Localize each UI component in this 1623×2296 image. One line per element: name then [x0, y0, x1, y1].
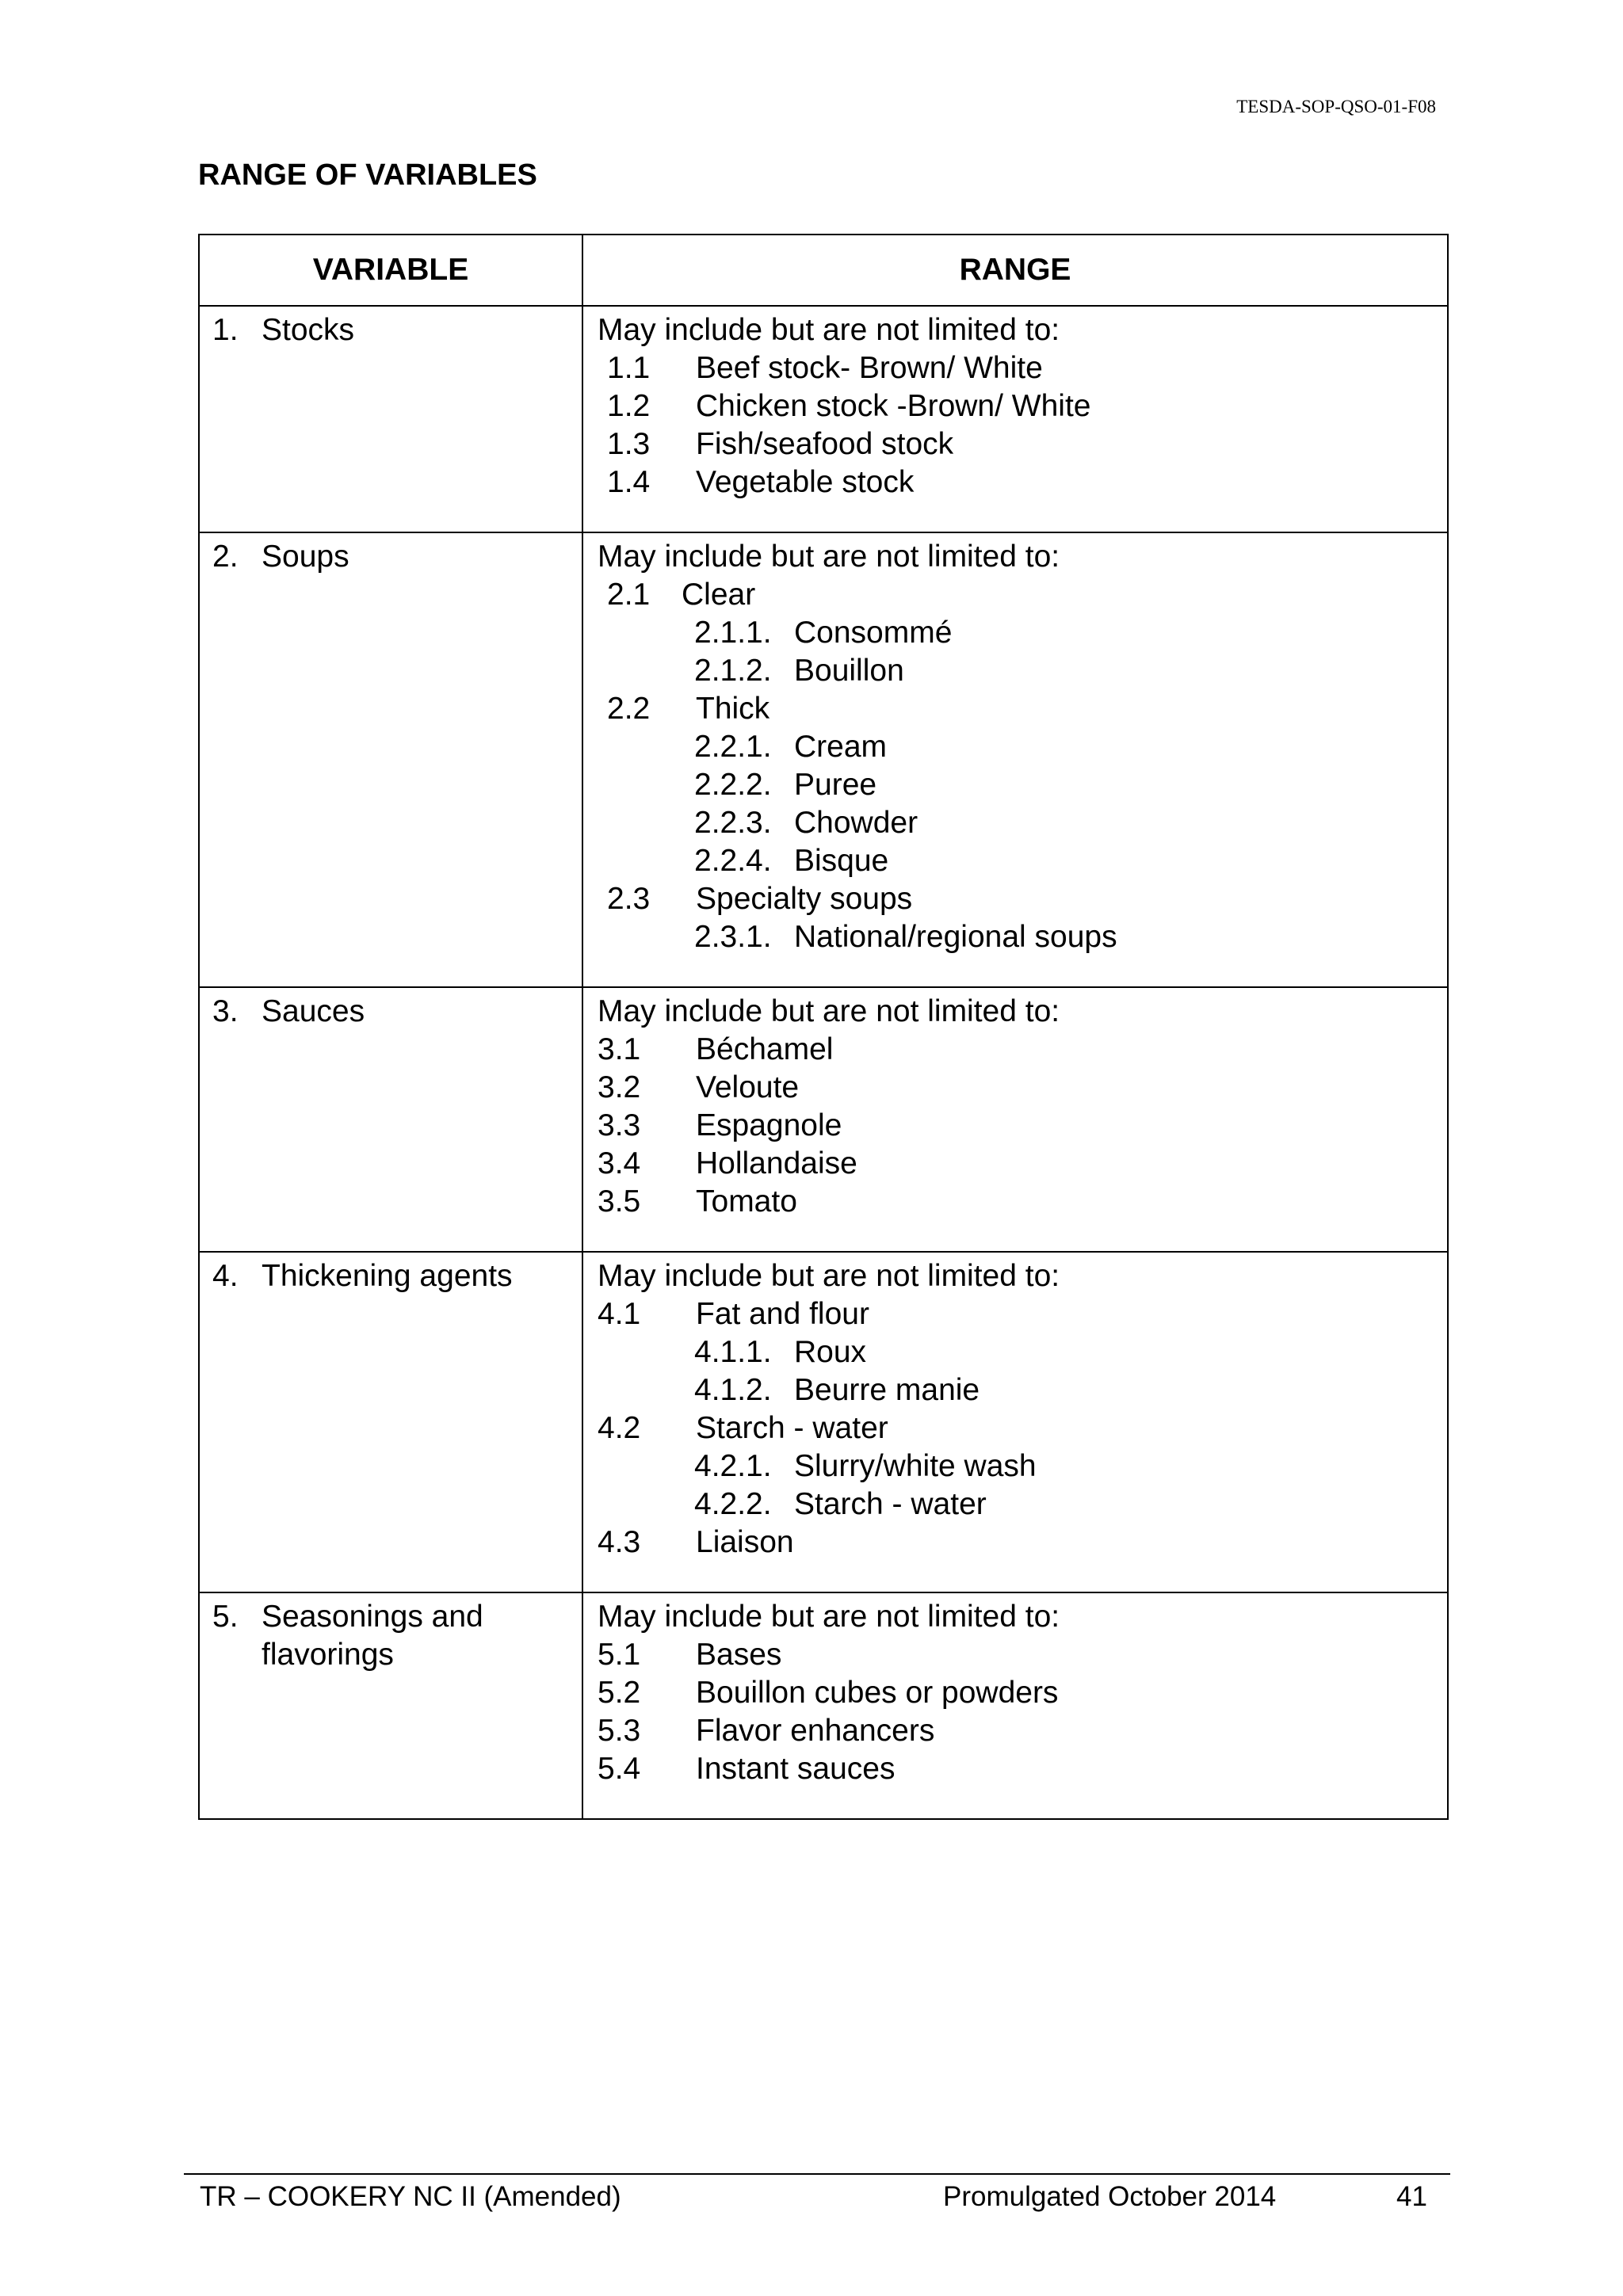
- range-item: [598, 425, 1447, 463]
- range-item-text: Vegetable stock: [696, 465, 915, 499]
- range-item-text: Bases: [696, 1638, 782, 1672]
- range-item-text: Clear: [682, 578, 756, 612]
- range-cell: [582, 987, 1448, 1252]
- range-item-text: Hollandaise: [696, 1146, 857, 1180]
- range-item-number: 4.2.1.: [694, 1449, 772, 1483]
- footer-page-number: 41: [1396, 2181, 1427, 2212]
- variable-name-line: flavorings: [262, 1638, 394, 1672]
- range-item-text: Bisque: [794, 844, 889, 878]
- range-item: [598, 1145, 1447, 1183]
- range-item-number: 4.1: [598, 1297, 641, 1331]
- range-cell: [582, 1592, 1448, 1819]
- range-intro: [598, 1598, 1447, 1636]
- range-item: [598, 804, 1447, 842]
- range-item: [598, 766, 1447, 804]
- range-item-text: Fat and flour: [696, 1297, 869, 1331]
- range-item-number: 4.1.2.: [694, 1373, 772, 1407]
- variable-number: 3.: [212, 994, 239, 1028]
- range-item: [598, 463, 1447, 502]
- range-item-number: 4.2: [598, 1411, 641, 1445]
- range-item: [598, 1486, 1447, 1524]
- range-list: [583, 988, 1447, 1251]
- variable-number: 4.: [212, 1259, 239, 1293]
- range-intro-text: May include but are not limited to:: [598, 1259, 1060, 1293]
- range-item-text: Roux: [794, 1335, 867, 1369]
- range-cell: [582, 532, 1448, 987]
- document-id: TESDA-SOP-QSO-01-F08: [1236, 97, 1436, 116]
- range-intro: [598, 311, 1447, 349]
- variable-item: [200, 988, 582, 1031]
- variable-name-line: Thickening agents: [262, 1259, 513, 1293]
- range-item-text: Espagnole: [696, 1108, 842, 1142]
- variable-item: [200, 1593, 582, 1674]
- column-header-range: RANGE: [582, 235, 1448, 306]
- range-item-text: Fish/seafood stock: [696, 427, 954, 461]
- range-item-text: Slurry/white wash: [794, 1449, 1037, 1483]
- range-item-number: 2.1.2.: [694, 654, 772, 688]
- range-item-number: 2.3: [607, 882, 651, 916]
- range-item: [598, 880, 1447, 918]
- range-item: [598, 1712, 1447, 1750]
- range-item-number: 3.4: [598, 1146, 641, 1180]
- range-item-number: 1.2: [607, 389, 651, 423]
- table-row: [199, 987, 1448, 1252]
- range-intro: [598, 993, 1447, 1031]
- range-list: [583, 1593, 1447, 1818]
- footer-divider: [184, 2173, 1450, 2175]
- range-item-number: 5.2: [598, 1676, 641, 1710]
- range-item: [598, 690, 1447, 728]
- variable-name-line: Seasonings and: [262, 1600, 483, 1634]
- variable-name-line: Sauces: [262, 994, 365, 1028]
- range-item: [598, 1674, 1447, 1712]
- range-item: [598, 576, 1447, 614]
- range-item-text: Liaison: [696, 1525, 794, 1559]
- variable-number: 2.: [212, 540, 239, 574]
- variable-cell: [199, 1252, 582, 1592]
- range-item-number: 2.2.4.: [694, 844, 772, 878]
- variable-name-line: Soups: [262, 540, 349, 574]
- range-item-text: Béchamel: [696, 1032, 834, 1066]
- variable-name-line: Stocks: [262, 313, 355, 347]
- range-item-number: 5.3: [598, 1714, 641, 1748]
- range-item: [598, 1333, 1447, 1371]
- range-intro-text: May include but are not limited to:: [598, 313, 1060, 347]
- range-item-number: 2.2.3.: [694, 806, 772, 840]
- variable-cell: [199, 306, 582, 532]
- range-item-number: 2.2: [607, 692, 651, 726]
- range-item-text: Bouillon cubes or powders: [696, 1676, 1059, 1710]
- range-item-text: Chicken stock -Brown/ White: [696, 389, 1091, 423]
- variable-name: [262, 311, 582, 349]
- range-item-text: Cream: [794, 730, 888, 764]
- range-item-number: 5.1: [598, 1638, 641, 1672]
- range-item-number: 5.4: [598, 1752, 641, 1786]
- range-item: [598, 1107, 1447, 1145]
- range-item-text: Beef stock- Brown/ White: [696, 351, 1043, 385]
- footer-document-title: TR – COOKERY NC II (Amended): [200, 2181, 621, 2212]
- range-item: [598, 349, 1447, 387]
- range-intro-text: May include but are not limited to:: [598, 540, 1060, 574]
- range-list: [583, 307, 1447, 532]
- table-row: [199, 306, 1448, 532]
- range-item: [598, 1524, 1447, 1562]
- variable-name: [262, 993, 582, 1031]
- variable-item: [200, 307, 582, 349]
- range-item: [598, 1636, 1447, 1674]
- table-row: [199, 1592, 1448, 1819]
- range-item-text: Instant sauces: [696, 1752, 896, 1786]
- table-row: [199, 532, 1448, 987]
- range-item-number: 2.3.1.: [694, 920, 772, 954]
- range-item-text: Consommé: [794, 616, 953, 650]
- variable-item: [200, 1253, 582, 1295]
- variable-number: 1.: [212, 313, 239, 347]
- range-intro-text: May include but are not limited to:: [598, 1600, 1060, 1634]
- table-row: [199, 1252, 1448, 1592]
- range-item: [598, 728, 1447, 766]
- range-item-text: National/regional soups: [794, 920, 1117, 954]
- range-item-text: Bouillon: [794, 654, 904, 688]
- variable-name: [262, 1598, 582, 1674]
- range-of-variables-table: [198, 234, 1449, 1820]
- range-item-number: 3.5: [598, 1184, 641, 1219]
- range-item-number: 2.1: [607, 578, 651, 612]
- range-item: [598, 1447, 1447, 1486]
- table-header-row: [199, 235, 1448, 306]
- range-item-text: Tomato: [696, 1184, 797, 1219]
- range-item-number: 2.1.1.: [694, 616, 772, 650]
- column-header-variable: VARIABLE: [199, 235, 582, 306]
- range-item-number: 4.2.2.: [694, 1487, 772, 1521]
- variable-cell: [199, 1592, 582, 1819]
- range-item-text: Starch - water: [696, 1411, 888, 1445]
- variable-name: [262, 538, 582, 576]
- table-body: [199, 306, 1448, 1819]
- range-item: [598, 1031, 1447, 1069]
- range-item-number: 1.4: [607, 465, 651, 499]
- range-item: [598, 1371, 1447, 1409]
- range-item-number: 2.2.1.: [694, 730, 772, 764]
- range-list: [583, 1253, 1447, 1592]
- variable-cell: [199, 532, 582, 987]
- range-intro: [598, 1257, 1447, 1295]
- range-item: [598, 1183, 1447, 1221]
- range-item-number: 1.3: [607, 427, 651, 461]
- range-item: [598, 918, 1447, 956]
- range-item: [598, 1295, 1447, 1333]
- range-intro: [598, 538, 1447, 576]
- range-item-number: 3.2: [598, 1070, 641, 1104]
- range-item-number: 3.3: [598, 1108, 641, 1142]
- range-item: [598, 1069, 1447, 1107]
- range-item: [598, 1409, 1447, 1447]
- variable-name: [262, 1257, 582, 1295]
- variable-number: 5.: [212, 1600, 239, 1634]
- range-item-number: 2.2.2.: [694, 768, 772, 802]
- range-intro-text: May include but are not limited to:: [598, 994, 1060, 1028]
- range-item: [598, 652, 1447, 690]
- range-item: [598, 1750, 1447, 1788]
- range-item-text: Starch - water: [794, 1487, 987, 1521]
- range-list: [583, 533, 1447, 986]
- range-cell: [582, 1252, 1448, 1592]
- range-item-text: Thick: [696, 692, 770, 726]
- range-cell: [582, 306, 1448, 532]
- range-item-number: 4.1.1.: [694, 1335, 772, 1369]
- range-item-number: 1.1: [607, 351, 651, 385]
- range-item: [598, 387, 1447, 425]
- range-item-number: 4.3: [598, 1525, 641, 1559]
- range-item-text: Puree: [794, 768, 877, 802]
- range-item-text: Specialty soups: [696, 882, 913, 916]
- range-item-text: Chowder: [794, 806, 918, 840]
- range-item: [598, 842, 1447, 880]
- range-item-text: Beurre manie: [794, 1373, 980, 1407]
- range-item-text: Flavor enhancers: [696, 1714, 935, 1748]
- variable-item: [200, 533, 582, 576]
- range-item-text: Veloute: [696, 1070, 800, 1104]
- variable-cell: [199, 987, 582, 1252]
- page-title: RANGE OF VARIABLES: [198, 158, 537, 192]
- range-item-number: 3.1: [598, 1032, 641, 1066]
- footer-promulgation-date: Promulgated October 2014: [943, 2181, 1277, 2212]
- range-item: [598, 614, 1447, 652]
